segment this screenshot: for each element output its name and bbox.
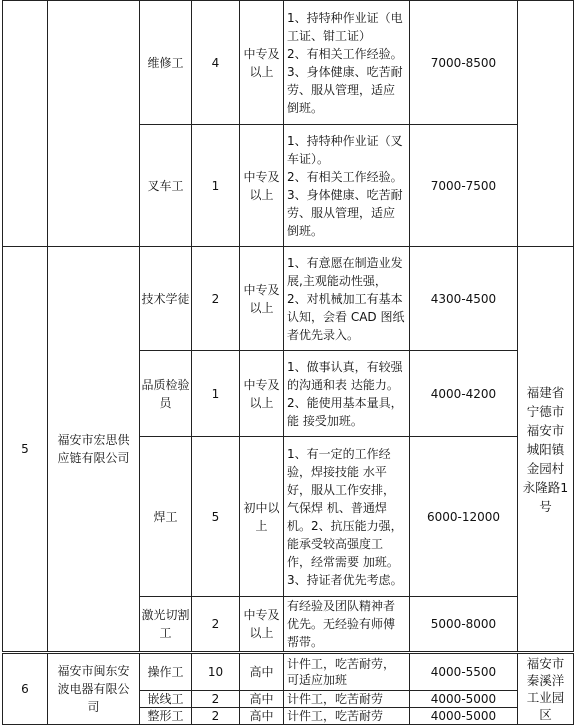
table-row — [3, 1, 574, 125]
requirements: 计件工，吃苦耐劳，可适应加班 — [284, 653, 410, 691]
company-number: 5 — [3, 247, 48, 653]
job-title: 焊工 — [140, 437, 192, 597]
education: 初中以上 — [240, 437, 284, 597]
requirements: 计件工，吃苦耐劳 — [284, 708, 410, 725]
requirements: 1、有一定的工作经验，焊接技能 水平好，服从工作安排，气保焊 机、普通焊机。2、抗压能力强，能承受较高强度工作，经常需要 加班。 3、持证者优先考虑。 — [284, 437, 410, 597]
number-cell — [3, 1, 48, 247]
requirements: 1、有意愿在制造业发展,主观能动性强，2、对机械加工有基本认知，会看 CAD 图纸者优先录入。 — [284, 247, 410, 351]
education: 高中 — [240, 691, 284, 708]
requirements: 计件工，吃苦耐劳 — [284, 691, 410, 708]
headcount: 4 — [192, 1, 240, 125]
company-number: 6 — [3, 653, 48, 725]
education: 高中 — [240, 708, 284, 725]
headcount: 1 — [192, 351, 240, 437]
company-name: 福安市宏思供应链有限公司 — [48, 247, 140, 653]
education: 高中 — [240, 653, 284, 691]
education: 中专及以上 — [240, 1, 284, 125]
job-title: 品质检验员 — [140, 351, 192, 437]
requirements: 1、持特种作业证（电工证、钳工证） 2、有相关工作经验。 3、身体健康、吃苦耐劳、服从管理，适应倒班。 — [284, 1, 410, 125]
salary: 4300-4500 — [410, 247, 518, 351]
requirements: 有经验及团队精神者优先。无经验有师傅帮带。 — [284, 597, 410, 653]
job-listing-table — [2, 0, 574, 725]
headcount: 1 — [192, 125, 240, 247]
address-cell — [518, 1, 574, 247]
salary: 6000-12000 — [410, 437, 518, 597]
salary: 4000-5000 — [410, 708, 518, 725]
headcount: 2 — [192, 247, 240, 351]
requirements: 1、做事认真，有较强的沟通和表 达能力。 2、能使用基本量具，能 接受加班。 — [284, 351, 410, 437]
job-title: 整形工 — [140, 708, 192, 725]
company-cell — [48, 1, 140, 247]
job-title: 激光切割工 — [140, 597, 192, 653]
headcount: 5 — [192, 437, 240, 597]
requirements: 1、持特种作业证（叉车证）。 2、有相关工作经验。 3、身体健康、吃苦耐劳、服从管理，适应倒班。 — [284, 125, 410, 247]
job-title: 嵌线工 — [140, 691, 192, 708]
table-row — [3, 247, 574, 351]
job-title: 技术学徒 — [140, 247, 192, 351]
job-title: 操作工 — [140, 653, 192, 691]
salary: 4000-5000 — [410, 691, 518, 708]
headcount: 2 — [192, 691, 240, 708]
company-address: 福安市秦溪洋工业园区 — [518, 653, 574, 725]
table-row — [3, 653, 574, 691]
education: 中专及以上 — [240, 351, 284, 437]
salary: 7000-7500 — [410, 125, 518, 247]
job-title: 叉车工 — [140, 125, 192, 247]
salary: 7000-8500 — [410, 1, 518, 125]
company-name: 福安市闽东安波电器有限公司 — [48, 653, 140, 725]
headcount: 2 — [192, 708, 240, 725]
education: 中专及以上 — [240, 247, 284, 351]
job-title: 维修工 — [140, 1, 192, 125]
headcount: 10 — [192, 653, 240, 691]
salary: 4000-5500 — [410, 653, 518, 691]
education: 中专及以上 — [240, 125, 284, 247]
headcount: 2 — [192, 597, 240, 653]
education: 中专及以上 — [240, 597, 284, 653]
salary: 4000-4200 — [410, 351, 518, 437]
company-address: 福建省宁德市福安市城阳镇金园村永隆路1号 — [518, 247, 574, 653]
salary: 5000-8000 — [410, 597, 518, 653]
